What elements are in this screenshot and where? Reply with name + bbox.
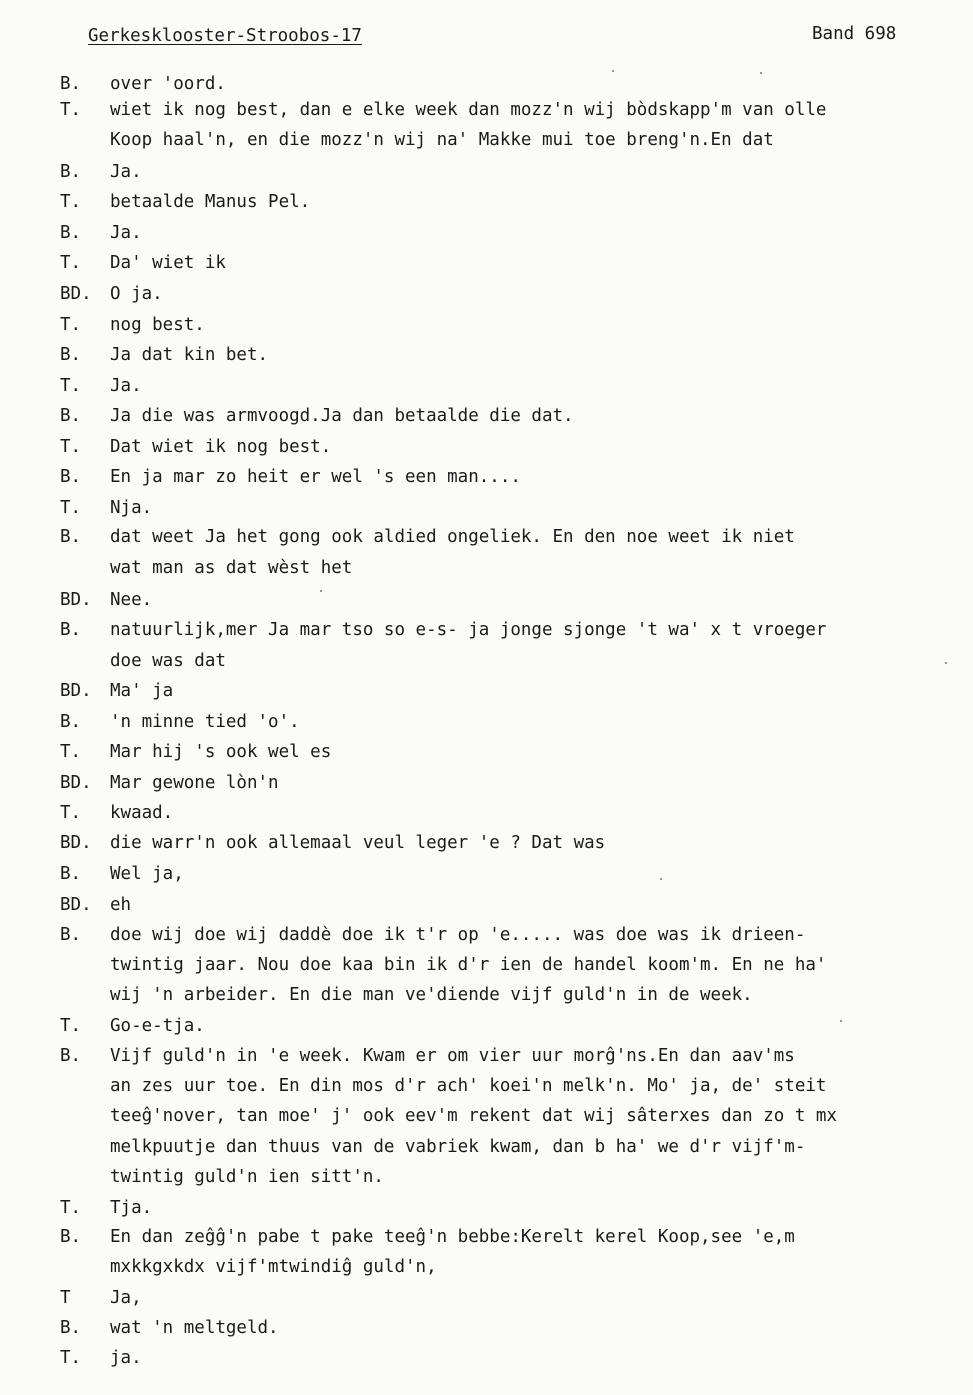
speaker-label: T. xyxy=(60,376,82,396)
utterance-text: teeĝ'nover, tan moe' j' ook eev'm rekent dat wij sâterxes dan zo t mx xyxy=(110,1106,837,1126)
scan-speck xyxy=(760,72,762,74)
speaker-label: T. xyxy=(60,1348,82,1368)
utterance-text: ja. xyxy=(110,1348,142,1368)
utterance-text: Wel ja, xyxy=(110,864,184,884)
utterance-text: eh xyxy=(110,895,132,915)
document-header-title: Gerkesklooster-Stroobos-17 xyxy=(88,26,362,46)
transcript-line xyxy=(0,160,973,184)
transcript-line xyxy=(0,128,973,152)
utterance-text: doe wij doe wij daddè doe ik t'r op 'e..... was doe was ik drieen- xyxy=(110,925,806,945)
transcript-line xyxy=(0,1225,973,1249)
transcript-line xyxy=(0,1316,973,1340)
speaker-label: T. xyxy=(60,1016,82,1036)
speaker-label: T. xyxy=(60,742,82,762)
utterance-text: wat man as dat wèst het xyxy=(110,558,353,578)
speaker-label: BD. xyxy=(60,833,92,853)
transcript-line xyxy=(0,251,973,275)
speaker-label: B. xyxy=(60,1227,82,1247)
transcript-line xyxy=(0,72,973,96)
transcript-line xyxy=(0,556,973,580)
transcript-line xyxy=(0,343,973,367)
utterance-text: wiet ik nog best, dan e elke week dan mozz'n wij bòdskapp'm van olle xyxy=(110,100,827,120)
speaker-label: B. xyxy=(60,1046,82,1066)
utterance-text: Mar hij 's ook wel es xyxy=(110,742,332,762)
utterance-text: Ja dat kin bet. xyxy=(110,345,269,365)
speaker-label: B. xyxy=(60,620,82,640)
utterance-text: wij 'n arbeider. En die man ve'diende vijf guld'n in de week. xyxy=(110,985,753,1005)
transcript-line xyxy=(0,98,973,122)
transcript-line xyxy=(0,190,973,214)
utterance-text: melkpuutje dan thuus van de vabriek kwam, dan b ha' we d'r vijf'm- xyxy=(110,1137,806,1157)
scan-speck xyxy=(945,662,947,664)
speaker-label: B. xyxy=(60,223,82,243)
transcript-line xyxy=(0,983,973,1007)
transcript-line xyxy=(0,496,973,520)
transcript-line xyxy=(0,893,973,917)
speaker-label: BD. xyxy=(60,895,92,915)
speaker-label: T. xyxy=(60,1198,82,1218)
utterance-text: Ja. xyxy=(110,162,142,182)
utterance-text: doe was dat xyxy=(110,651,226,671)
document-band-number: Band 698 xyxy=(812,24,897,44)
transcript-line xyxy=(0,1074,973,1098)
utterance-text: Go-e-tja. xyxy=(110,1016,205,1036)
speaker-label: BD. xyxy=(60,773,92,793)
transcript-line xyxy=(0,588,973,612)
utterance-text: Mar gewone lòn'n xyxy=(110,773,279,793)
transcript-line xyxy=(0,1165,973,1189)
transcript-line xyxy=(0,862,973,886)
transcript-line xyxy=(0,953,973,977)
utterance-text: die warr'n ook allemaal veul leger 'e ? Dat was xyxy=(110,833,606,853)
transcript-line xyxy=(0,374,973,398)
speaker-label: B. xyxy=(60,467,82,487)
utterance-text: wat 'n meltgeld. xyxy=(110,1318,279,1338)
transcript-line xyxy=(0,221,973,245)
utterance-text: Tja. xyxy=(110,1198,153,1218)
speaker-label: B. xyxy=(60,1318,82,1338)
utterance-text: mxkkgxkdx vijf'mtwindiĝ guld'n, xyxy=(110,1257,437,1277)
utterance-text: Nja. xyxy=(110,498,153,518)
speaker-label: T. xyxy=(60,192,82,212)
speaker-label: T. xyxy=(60,315,82,335)
scan-speck xyxy=(320,590,322,592)
utterance-text: En ja mar zo heit er wel 's een man.... xyxy=(110,467,521,487)
speaker-label: T. xyxy=(60,100,82,120)
transcript-line xyxy=(0,1255,973,1279)
utterance-text: Ma' ja xyxy=(110,681,174,701)
transcript-line xyxy=(0,831,973,855)
utterance-text: twintig guld'n ien sitt'n. xyxy=(110,1167,384,1187)
utterance-text: Vijf guld'n in 'e week. Kwam er om vier uur morĝ'ns.En dan aav'ms xyxy=(110,1046,795,1066)
speaker-label: B. xyxy=(60,345,82,365)
speaker-label: B. xyxy=(60,527,82,547)
scan-speck xyxy=(660,878,662,880)
speaker-label: B. xyxy=(60,406,82,426)
speaker-label: T xyxy=(60,1288,71,1308)
utterance-text: Ja. xyxy=(110,223,142,243)
utterance-text: Ja, xyxy=(110,1288,142,1308)
transcript-line xyxy=(0,313,973,337)
utterance-text: 'n minne tied 'o'. xyxy=(110,712,300,732)
utterance-text: Nee. xyxy=(110,590,153,610)
transcript-line xyxy=(0,404,973,428)
transcript-line xyxy=(0,771,973,795)
utterance-text: kwaad. xyxy=(110,803,174,823)
transcript-line xyxy=(0,710,973,734)
utterance-text: natuurlijk,mer Ja mar tso so e-s- ja jonge sjonge 't wa' x t vroeger xyxy=(110,620,827,640)
utterance-text: twintig jaar. Nou doe kaa bin ik d'r ien de handel koom'm. En ne ha' xyxy=(110,955,827,975)
utterance-text: O ja. xyxy=(110,284,163,304)
transcript-line xyxy=(0,282,973,306)
speaker-label: BD. xyxy=(60,681,92,701)
transcript-line xyxy=(0,1104,973,1128)
transcript-line xyxy=(0,618,973,642)
utterance-text: betaalde Manus Pel. xyxy=(110,192,311,212)
utterance-text: nog best. xyxy=(110,315,205,335)
utterance-text: Dat wiet ik nog best. xyxy=(110,437,332,457)
transcript-line xyxy=(0,801,973,825)
transcript-line xyxy=(0,1286,973,1310)
transcript-line xyxy=(0,740,973,764)
speaker-label: BD. xyxy=(60,590,92,610)
speaker-label: B. xyxy=(60,162,82,182)
transcript-line xyxy=(0,435,973,459)
speaker-label: BD. xyxy=(60,284,92,304)
transcript-line xyxy=(0,1135,973,1159)
speaker-label: B. xyxy=(60,74,82,94)
transcript-line xyxy=(0,923,973,947)
speaker-label: T. xyxy=(60,803,82,823)
utterance-text: Ja die was armvoogd.Ja dan betaalde die dat. xyxy=(110,406,574,426)
utterance-text: dat weet Ja het gong ook aldied ongeliek. En den noe weet ik niet xyxy=(110,527,795,547)
speaker-label: T. xyxy=(60,437,82,457)
speaker-label: T. xyxy=(60,498,82,518)
transcript-line xyxy=(0,1014,973,1038)
speaker-label: B. xyxy=(60,925,82,945)
transcript-line xyxy=(0,1346,973,1370)
transcript-line xyxy=(0,1196,973,1220)
transcript-line xyxy=(0,465,973,489)
transcript-line xyxy=(0,1044,973,1068)
utterance-text: Da' wiet ik xyxy=(110,253,226,273)
speaker-label: B. xyxy=(60,864,82,884)
utterance-text: En dan zeĝĝ'n pabe t pake teeĝ'n bebbe:Kerelt kerel Koop,see 'e,m xyxy=(110,1227,795,1247)
transcript-line xyxy=(0,649,973,673)
scan-speck xyxy=(612,70,614,72)
utterance-text: over 'oord. xyxy=(110,74,226,94)
speaker-label: T. xyxy=(60,253,82,273)
utterance-text: Koop haal'n, en die mozz'n wij na' Makke mui toe breng'n.En dat xyxy=(110,130,774,150)
transcript-line xyxy=(0,679,973,703)
transcript-line xyxy=(0,525,973,549)
utterance-text: an zes uur toe. En din mos d'r ach' koei'n melk'n. Mo' ja, de' steit xyxy=(110,1076,827,1096)
speaker-label: B. xyxy=(60,712,82,732)
scan-speck xyxy=(840,1020,842,1022)
utterance-text: Ja. xyxy=(110,376,142,396)
